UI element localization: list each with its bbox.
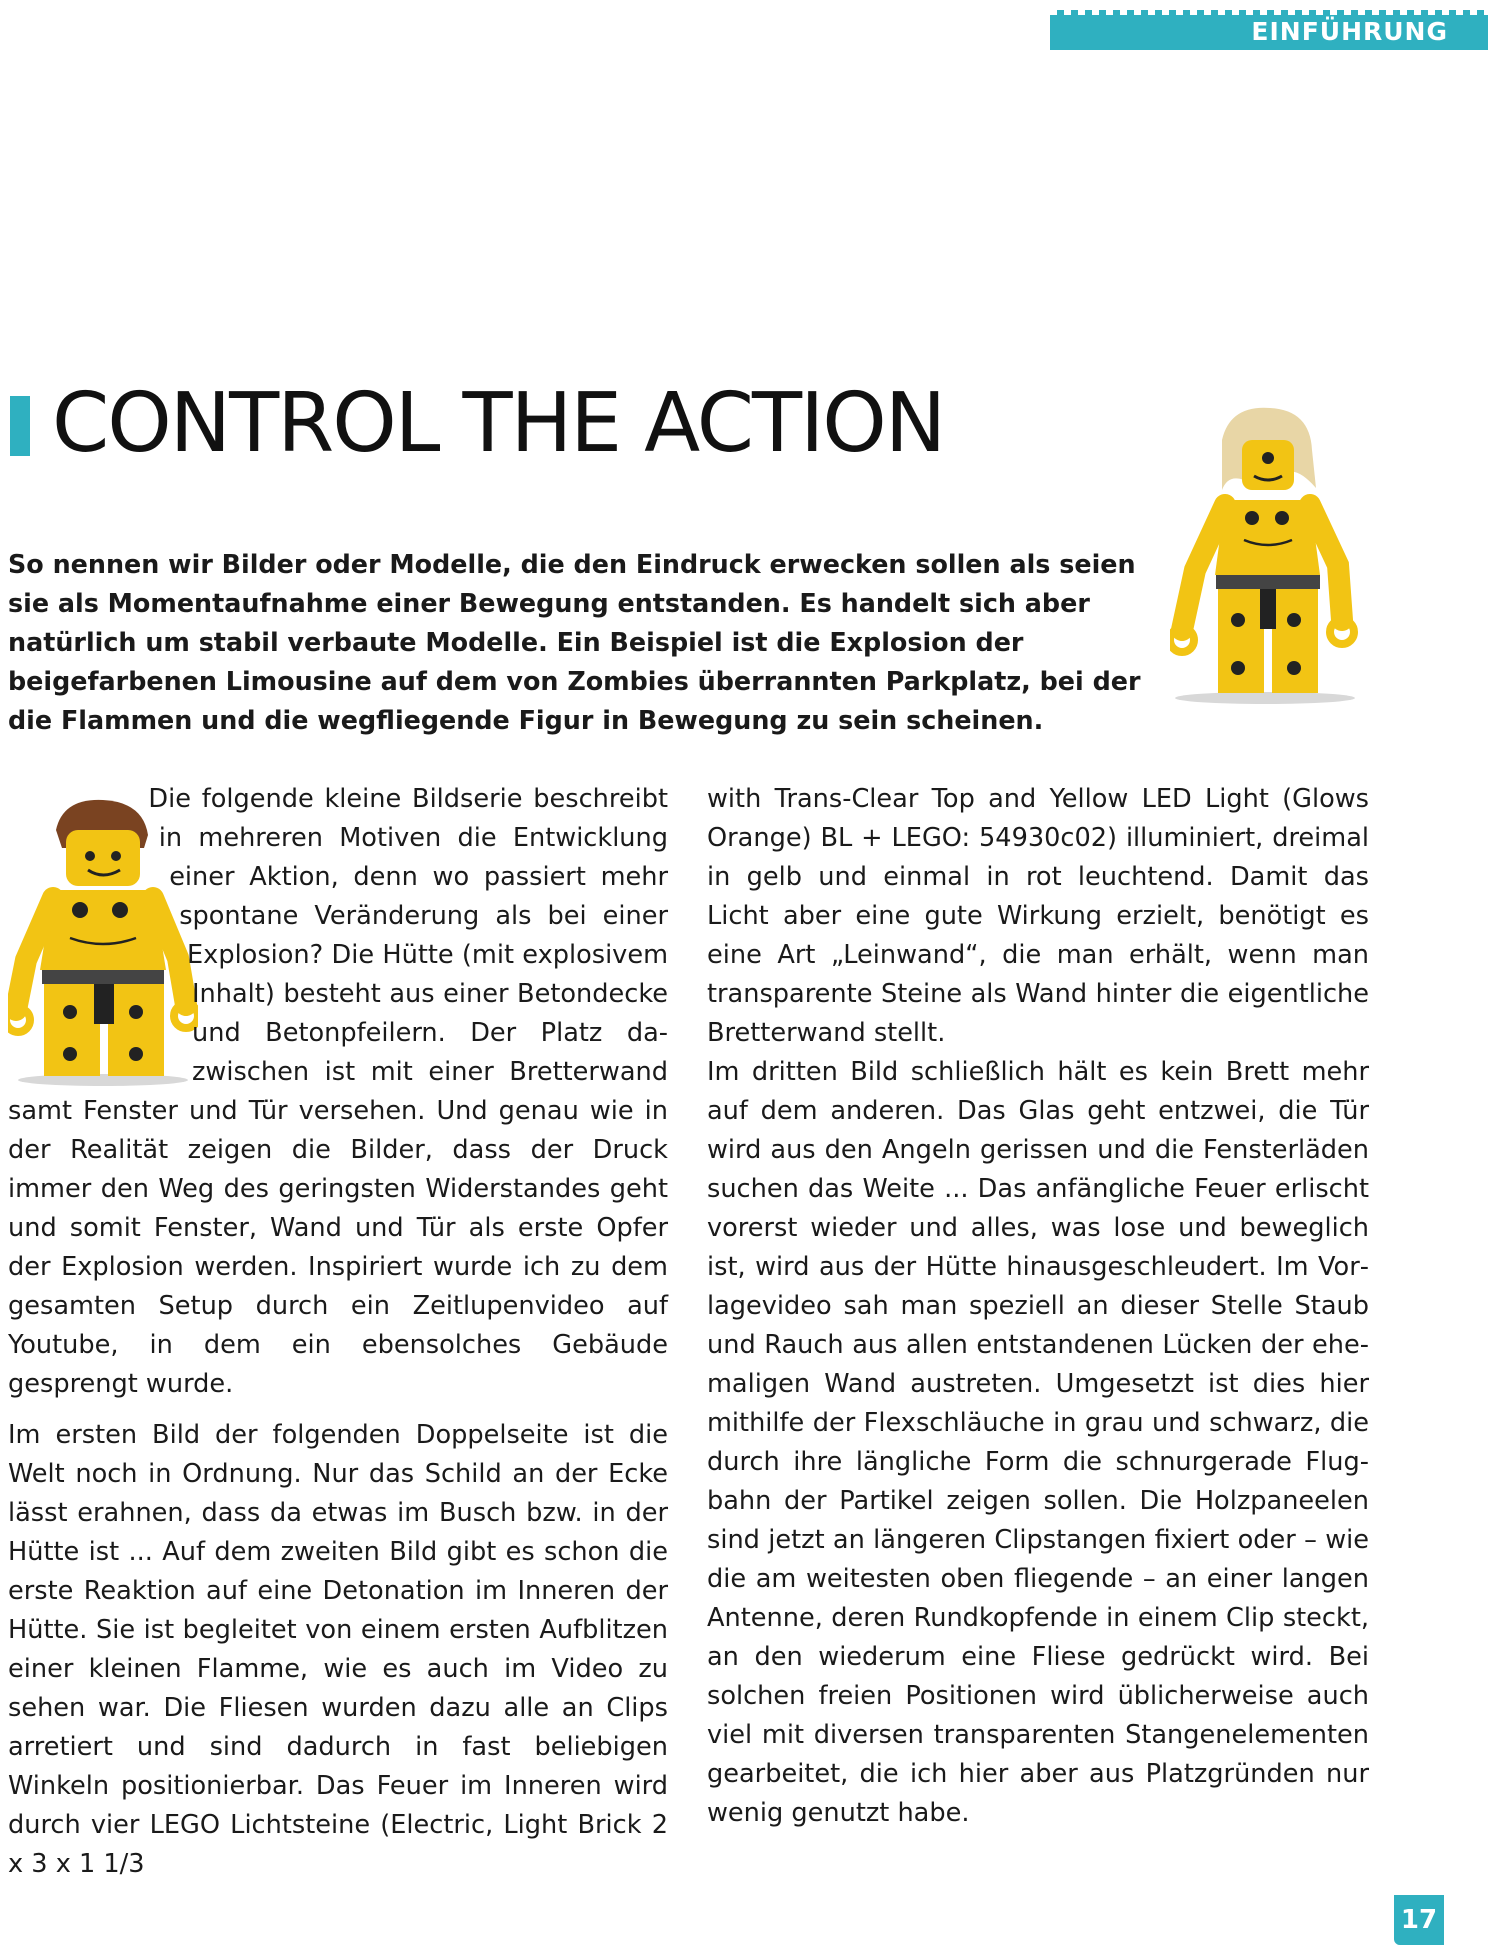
body-paragraph: with Trans-Clear Top and Yellow LED Light (Glows Orange) BL + LEGO: 54930c02) illuminiert, dreimal in gelb und einmal in rot leuchtend. Damit das Licht aber eine gute Wirkung erzielt, benötigt es eine Art „Leinwand“, die man erhält, wenn man transparente Steine als Wand hinter die eigentliche Bretterwand stellt. xyxy=(707,784,1369,1048)
body-column-left xyxy=(8,780,668,1884)
section-tab xyxy=(1050,10,1488,50)
page-title: CONTROL THE ACTION xyxy=(52,376,945,471)
body-paragraph: Im dritten Bild schließlich hält es kein Brett mehr auf dem anderen. Das Glas geht entzwei, die Tür wird aus den Angeln gerissen und die Fensterläden suchen das Weite ... Das anfängliche Feuer erlischt vorerst wieder und alles, was lose und beweglich ist, wird aus der Hütte hinausgeschleudert. Im Vorlagevideo sah man speziell an dieser Stelle Staub und Rauch aus allen entstandenen Lücken der ehemaligen Wand austreten. Umgesetzt ist dies hier mithilfe der Flexschläuche in grau und schwarz, die durch ihre längliche Form die schnurgerade Flugbahn der Partikel zeigen sollen. Die Holzpaneelen sind jetzt an längeren Clipstangen fixiert oder – wie die am weitesten oben fliegende – an einer langen Antenne, deren Rundkopfende in einem Clip steckt, an den wiederum eine Fliese gedrückt wird. Bei solchen freien Positionen wird üblicherweise auch viel mit diversen transparenten Stangenelementen gearbeitet, die ich hier aber aus Platzgründen nur wenig genutzt habe. xyxy=(707,1057,1369,1828)
body-paragraph: Im ersten Bild der folgenden Doppelseite ist die Welt noch in Ordnung. Nur das Schild an der Ecke lässt erahnen, dass da etwas im Busch bzw. in der Hütte ist ... Auf dem zweiten Bild gibt es schon die erste Reaktion auf eine Detonation im Inneren der Hütte. Sie ist begleitet von einem ersten Aufblitzen einer kleinen Flamme, wie es auch im Video zu sehen war. Die Fliesen wurden dazu alle an Clips arretiert und sind dadurch in fast beliebigen Winkeln positionierbar. Das Feuer im Inneren wird durch vier LEGO Lichtsteine (Electric, Light Brick 2 x 3 x 1 1/3 xyxy=(8,1420,668,1879)
section-label: EINFÜHRUNG xyxy=(1251,17,1448,46)
page-number: 17 xyxy=(1394,1895,1444,1945)
body-column-right xyxy=(707,780,1369,1833)
minifig-blond-image xyxy=(1170,400,1360,710)
title-accent-bar xyxy=(10,396,30,456)
intro-paragraph: So nennen wir Bilder oder Modelle, die den Eindruck erwecken sollen als seien sie als Momentaufnahme einer Bewegung entstanden. Es handelt sich aber natürlich um stabil verbaute Modelle. Ein Beispiel ist die Explosion der beigefarbenen Limousine auf dem von Zombies überrannten Parkplatz, bei der die Flammen und die wegfliegende Figur in Bewegung zu sein scheinen. xyxy=(8,549,1141,735)
tab-dashes xyxy=(1050,10,1488,15)
body-paragraph: Die folgende kleine Bildserie beschreibt in mehreren Motiven die Entwicklung einer Aktion, denn wo passiert mehr spontane Veränderung als bei einer Explosion? Die Hütte (mit explosivem Inhalt) besteht aus einer Betondecke und Betonpfeilern. Der Platz dazwischen ist mit einer Bretterwand samt Fenster und Tür versehen. Und genau wie in der Realität zeigen die Bilder, dass der Druck immer den Weg des geringsten Widerstandes geht und somit Fenster, Wand und Tür als erste Opfer der Explosion werden. Inspiriert wurde ich zu dem gesamten Setup durch ein Zeitlupenvideo auf Youtube, in dem ein ebensolches Gebäude gesprengt wurde. xyxy=(8,784,668,1399)
